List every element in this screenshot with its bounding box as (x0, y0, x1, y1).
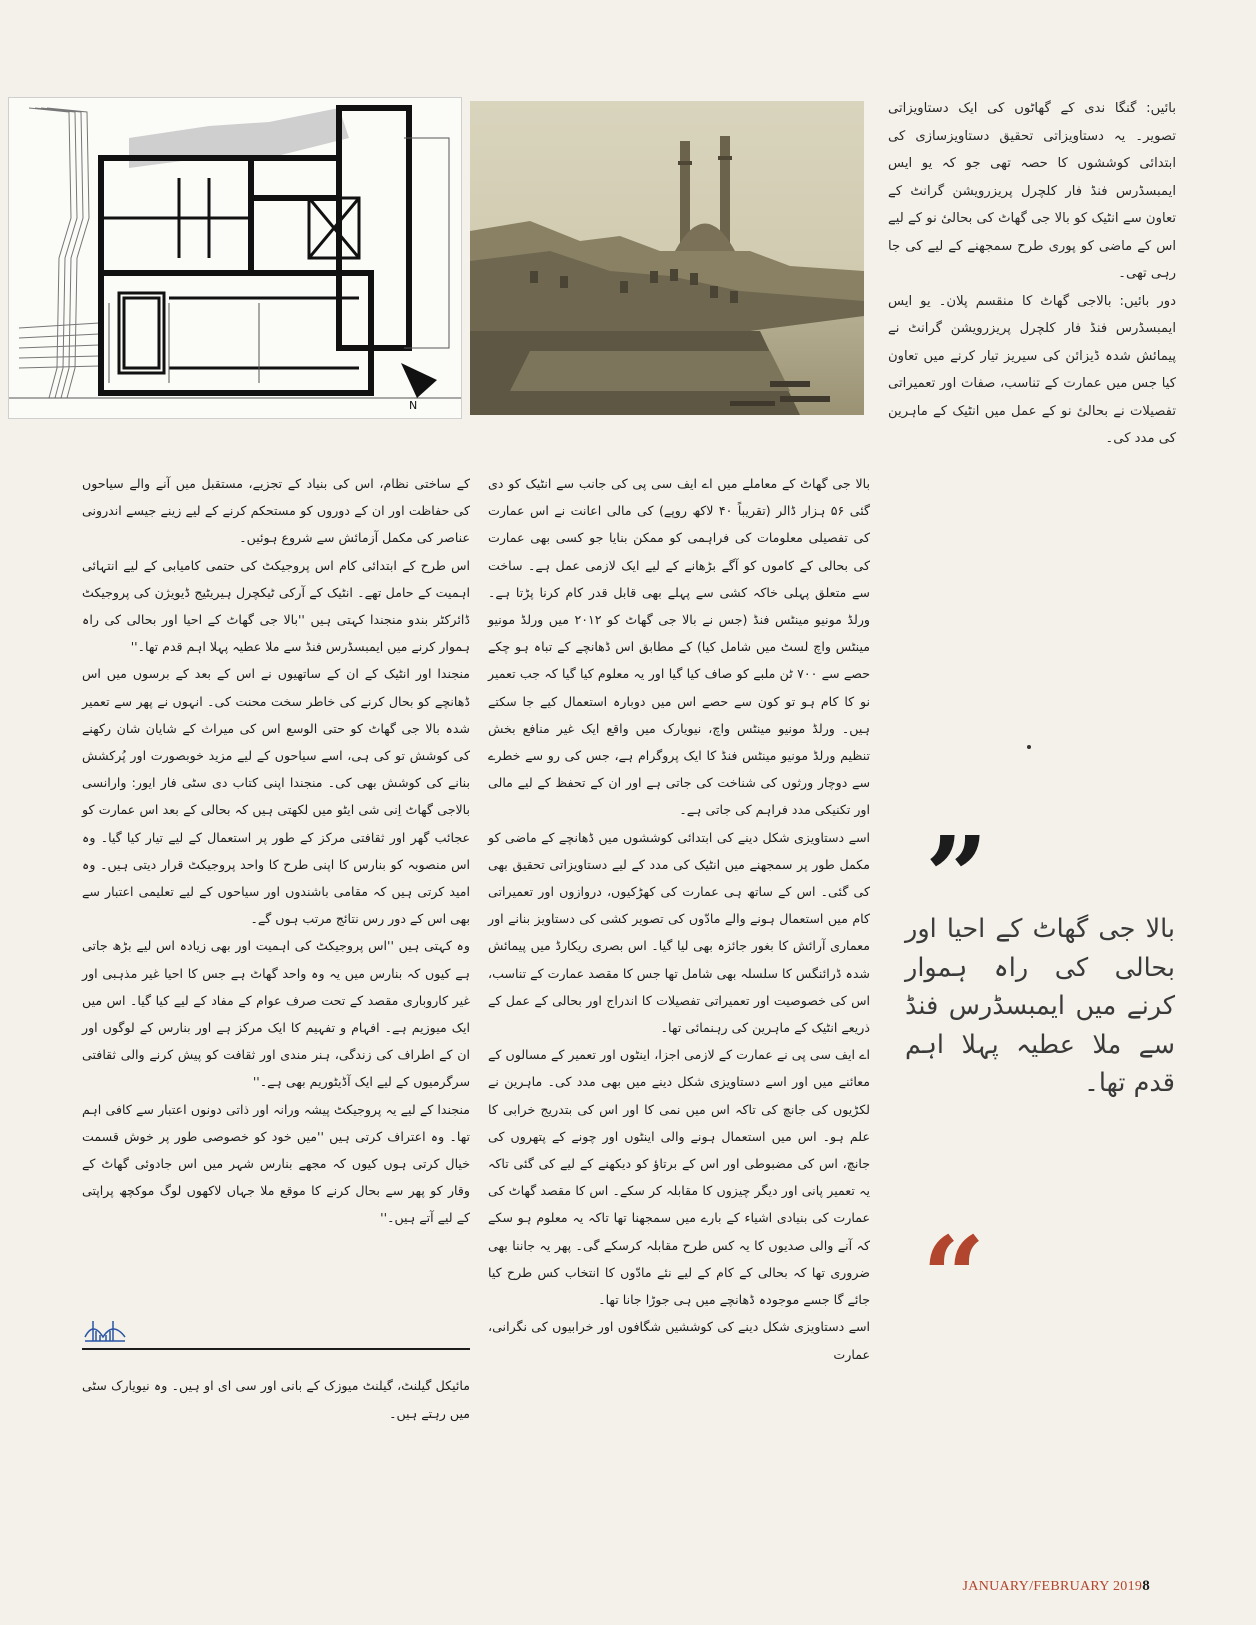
ghat-photo-illustration (470, 101, 864, 415)
paragraph: بالا جی گھاٹ کے معاملے میں اے ایف سی پی کی جانب سے انٹیک کو دی گئی ۵۶ ہزار ڈالر (تقریباً ۴۰ لاکھ روپے) کی مالی اعانت نے اس عمارت کی تفصیلی معلومات کی فراہمی کو ممکن بنایا جو کسی بھی عمارت کی بحالی کے کاموں کو آگے بڑھانے کے لیے ایک لازمی عمل ہے۔ ساخت سے متعلق پہلی خاکہ کشی سے پہلے بھی قابل قدر کام کرنا پڑتا ہے۔ ورلڈ مونیو مینٹس فنڈ (جس نے بالا جی گھاٹ کو ۲۰۱۲ میں ورلڈ مونیو مینٹس واچ لسٹ میں شامل کیا) کے مطابق اس ڈھانچے کے تباہ ہو چکے حصے سے ۷۰۰ ٹن ملبے کو صاف کیا گیا اور یہ معلوم کیا گیا کہ جب تعمیر نو کا کام ہو تو کون سے حصے اس میں دوبارہ استعمال کیے جا سکتے ہیں۔ ورلڈ مونیو مینٹس واچ، نیویارک میں واقع ایک غیر منافع بخش تنظیم ورلڈ مونیو مینٹس فنڈ کا ایک پروگرام ہے، جس کی رو سے خطرے سے دوچار ورثوں کی شناخت کی جاتی ہے اور ان کے تحفظ کے لیے مالی اور تکنیکی مدد فراہم کی جاتی ہے۔ (488, 476, 871, 818)
author-bio (82, 1372, 470, 1428)
pull-quote: بالا جی گھاٹ کے احیا اور بحالی کی راہ ہموار کرنے میں ایمبسڈرس فنڈ سے ملا عطیہ پہلا اہم قدم تھا۔ (905, 914, 1175, 1098)
caption-plan-text: دور بائیں: بالاجی گھاٹ کا منقسم پلان۔ یو ایس ایمبسڈرس فنڈ فار کلچرل پریزرویشن گرانٹ نے پیمائش شدہ ڈیزائن کی سیریز تیار کرنے میں تعاون کیا جس میں عمارت کے تناسب، صفات اور تعمیراتی تفصیلات نے بحالیٔ نو کے عمل میں انٹیک کے ماہرین کی مدد کی۔ (888, 293, 1176, 446)
north-label: N (409, 399, 418, 412)
paragraph: وہ کہتی ہیں ''اس پروجیکٹ کی اہمیت اور بھی زیادہ اس لیے بڑھ جاتی ہے کیوں کہ بنارس میں یہ وہ واحد گھاٹ ہے جس کا احیا غیر مذہبی اور غیر کاروباری مقصد کے تحت صرف عوام کے مفاد کے لیے کیا گیا۔ اس میں ایک میوزیم ہے۔ افہام و تفہیم کا ایک مرکز ہے اور بنارس کے لوگوں اور ان کے اطراف کی زندگی، ہنر مندی اور ثقافت کو پیش کرنے والی ثقافتی سرگرمیوں کے لیے ایک آڈیٹوریم بھی ہے۔'' (82, 938, 470, 1090)
article-column-middle (488, 470, 870, 1368)
page-number: 8 (1142, 1578, 1150, 1594)
issue-date: JANUARY/FEBRUARY 2019 (962, 1579, 1143, 1594)
caption-photo-text: بائیں: گنگا ندی کے گھاٹوں کی ایک دستاویزاتی تصویر۔ یہ دستاویزاتی تحقیق دستاویزسازی کی ابتدائی کوششوں کا حصہ تھی جو کہ یو ایس ایمبسڈرس فنڈ فار کلچرل پریزرویشن گرانٹ کے تعاون سے انٹیک کو بالا جی گھاٹ کی بحالیٔ نو کے لیے اس کے ماضی کو پوری طرح سمجھنے کے لیے کی جا رہی تھی۔ (888, 101, 1176, 281)
author-bio-text: مائیکل گیلنٹ، گیلنٹ میوزک کے بانی اور سی ای او ہیں۔ وہ نیویارک سٹی میں رہتے ہیں۔ (82, 1378, 470, 1421)
quote-close-icon: “ (922, 1212, 986, 1341)
photo-caption (888, 95, 1176, 453)
article-column-left (82, 470, 470, 1232)
paragraph: منجندا اور انٹیک کے ان کے ساتھیوں نے اس کے بعد کے برسوں میں اس ڈھانچے کو بحال کرنے کی خاطر سخت محنت کی۔ انہوں نے پھر سے تعمیر شدہ بالا جی گھاٹ کو حتی الوسع اس کی میراث کے شایان شان رکھنے کی کوشش تو کی ہی، اسے سیاحوں کے لیے مزید خوبصورت اور پُرکشش بنانے کی کوشش بھی کی۔ منجندا اپنی کتاب دی سٹی فار ایور: وارانسی بالاجی گھاٹ اِنی شی ایٹو میں لکھتی ہیں کہ بحالی کے بعد اس عمارت کو عجائب گھر اور ثقافتی مرکز کے طور پر استعمال کے لیے تیار کیا گیا۔ وہ اس منصوبہ کو بنارس کا اپنی طرح کا واحد پروجیکٹ قرار دیتی ہیں۔ وہ امید کرتی ہیں کہ مقامی باشندوں اور سیاحوں کے لیے تعلیمی اعتبار سے بھی اس کے دور رس نتائج مرتب ہوں گے۔ (82, 666, 470, 927)
bridge-icon (83, 1317, 127, 1347)
floor-plan-image (8, 97, 462, 419)
paragraph: کے ساختی نظام، اس کی بنیاد کے تجزیے، مستقبل میں آنے والے سیاحوں کی حفاظت اور ان کے دوروں کو مستحکم کرنے کے لیے زینے جیسے اندرونی عناصر کی مکمل آزمائش سے شروع ہوئیں۔ (82, 476, 470, 546)
paragraph: اسے دستاویزی شکل دینے کی ابتدائی کوششوں میں ڈھانچے کے ماضی کو مکمل طور پر سمجھنے میں انٹیک کی مدد کے لیے دستاویزاتی تحقیق بھی کی گئی۔ اس کے ساتھ ہی عمارت کی کھڑکیوں، دروازوں اور تعمیراتی کام میں استعمال ہونے والے مادّوں کی تصویر کشی کی دستاویز بنانے اور معماری آرائش کا بغور جائزہ بھی لیا گیا۔ اس بصری ریکارڈ میں پیمائش شدہ ڈرائنگس کا سلسلہ بھی شامل تھا جس کا مقصد عمارت کے تناسب، اس کی خصوصیت اور تعمیراتی تفصیلات کا اندراج اور بحالی کے عمل کے ذریعے انٹیک کے ماہرین کی رہنمائی تھا۔ (488, 829, 870, 1036)
paragraph: اسے دستاویزی شکل دینے کی کوششیں شگافوں اور خرابیوں کی نگرانی، عمارت (488, 1319, 870, 1362)
historic-ghat-photo (470, 101, 864, 415)
floor-plan-drawing (9, 98, 461, 418)
paragraph: اے ایف سی پی نے عمارت کے لازمی اجزا، اینٹوں اور تعمیر کے مسالوں کے معائنے میں اور اسے دستاویزی شکل دینے میں بھی مدد کی۔ ماہرین نے لکڑیوں کی جانچ کی تاکہ اس میں نمی کا اور اس کی بتدریج خرابی کا علم ہو۔ اس میں استعمال ہونے والی اینٹوں اور چونے کے پتھروں کی جانچ، اس کی مضبوطی اور اس کے برتاؤ کو دیکھنے کے لیے کی گئی تاکہ یہ تعمیر پانی اور دیگر چیزوں کا مقابلہ کر سکے۔ اس کا مقصد گھاٹ کی عمارت کی بنیادی اشیاء کے بارے میں سمجھنا تھا تاکہ یہ معلوم ہو سکے کہ آنے والی صدیوں کا یہ کس طرح مقابلہ کرسکے گی۔ پھر یہ جاننا بھی ضروری تھا کہ بحالی کے کام کے لیے نئے مادّوں کا انتخاب کس طرح کیا جائے گا جسے موجودہ ڈھانچے میں ہی جوڑا جانا تھا۔ (488, 1047, 870, 1308)
paragraph: اس طرح کے ابتدائی کام اس پروجیکٹ کی حتمی کامیابی کے لیے انتہائی اہمیت کے حامل تھے۔ انٹیک کے آرکی ٹیکچرل ہیریٹیج ڈیویژن کی پروجیکٹ ڈائرکٹر بندو منجندا کہتی ہیں ''بالا جی گھاٹ کے احیا اور بحالی کی راہ ہموار کرنے میں ایمبسڈرس فنڈ سے ملا عطیہ پہلا اہم قدم تھا۔'' (82, 557, 470, 655)
decorative-dot (1027, 745, 1031, 749)
quote-open-icon: ” (925, 812, 989, 941)
author-divider (82, 1348, 470, 1350)
paragraph: منجندا کے لیے یہ پروجیکٹ پیشہ ورانہ اور ذاتی دونوں اعتبار سے کافی اہم تھا۔ وہ اعتراف کرتی ہیں ''میں خود کو خصوصی طور پر خوش قسمت خیال کرتی ہوں کیوں کہ مجھے بنارس شہر میں اس جادوئی گھاٹ کے وقار کو پھر سے بحال کرنے کا موقع ملا جہاں لاکھوں لوگ موکچھ پراپتی کے لیے آتے ہیں۔'' (82, 1101, 470, 1226)
page-folio (950, 1578, 1150, 1595)
